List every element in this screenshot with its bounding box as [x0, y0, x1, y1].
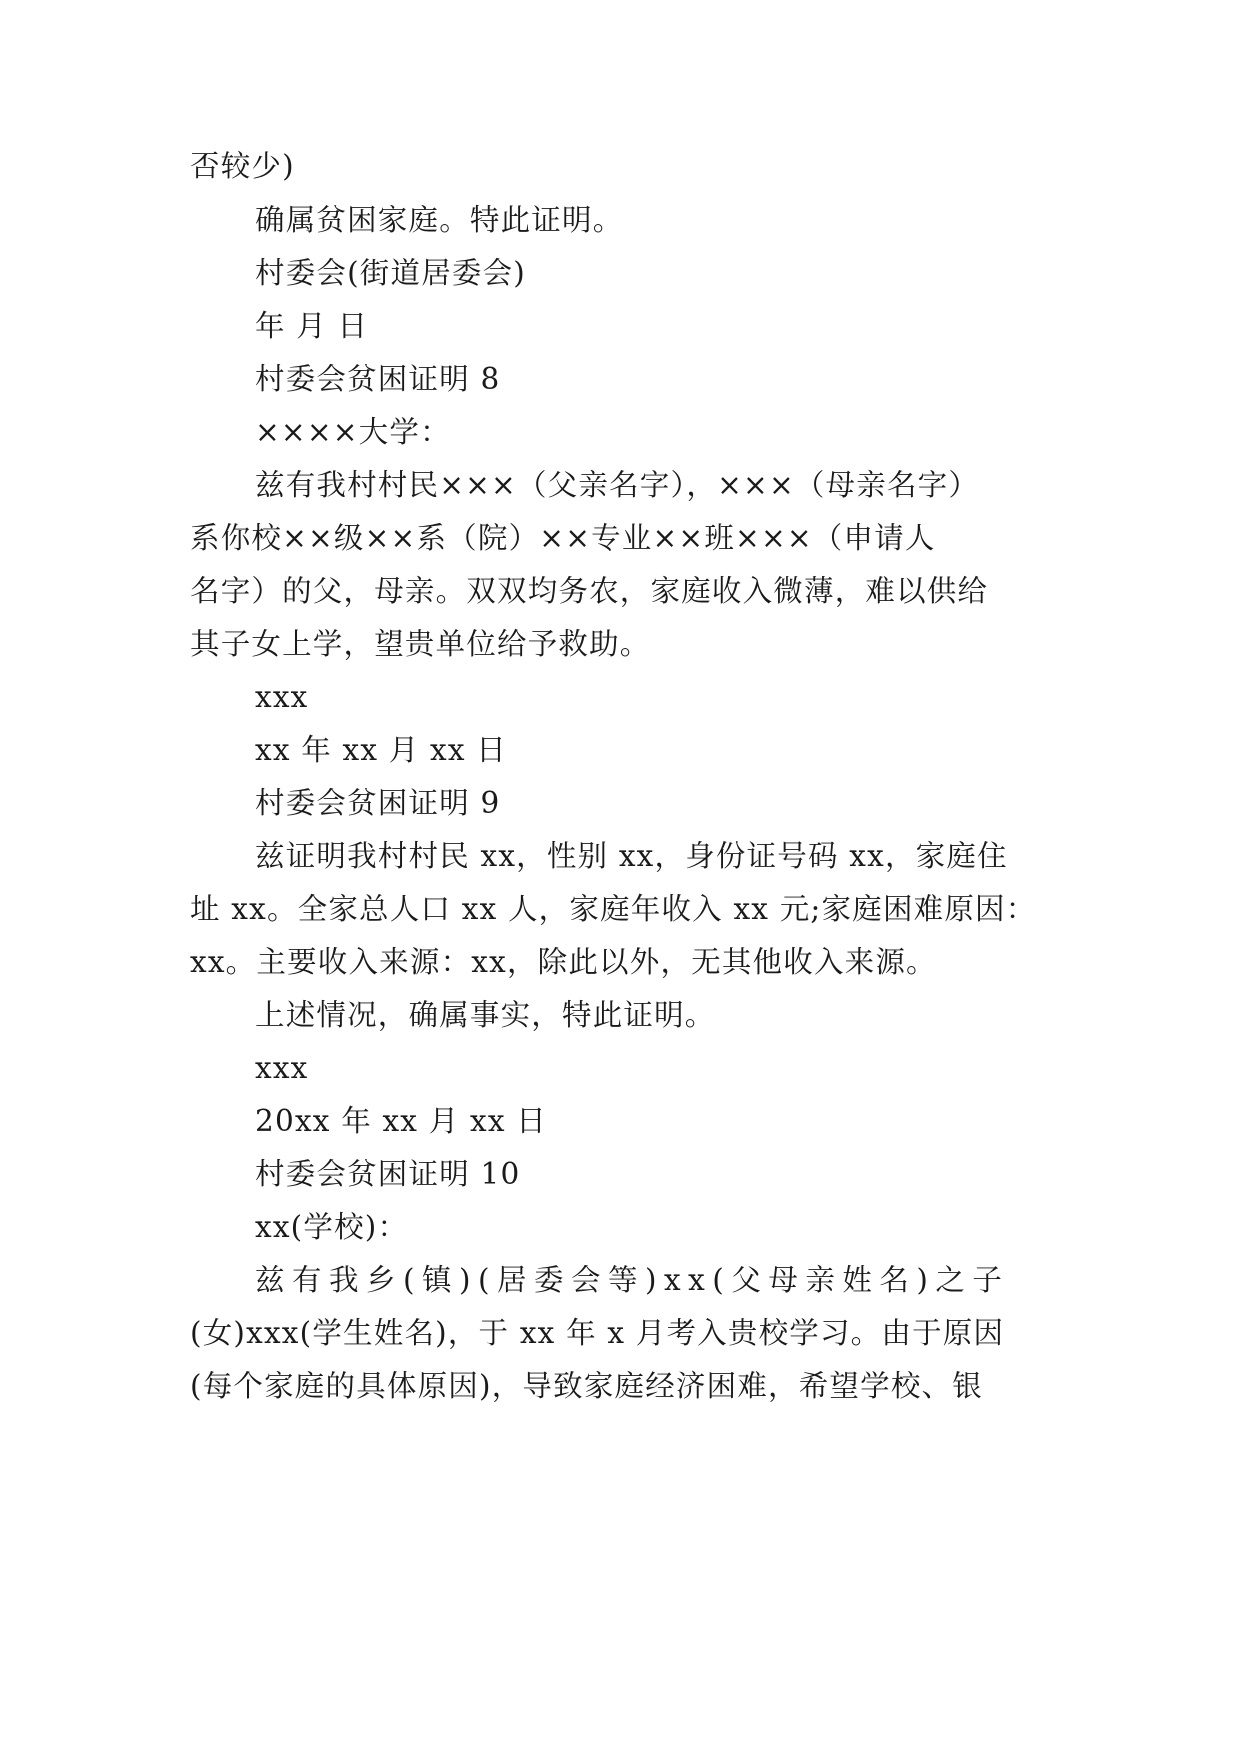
text-line: (女)xxx(学生姓名)，于 xx 年 x 月考入贵校学习。由于原因	[190, 1316, 1005, 1350]
text-line: 兹证明我村村民 xx，性别 xx，身份证号码 xx，家庭住	[255, 839, 1008, 873]
text-line: 址 xx。全家总人口 xx 人，家庭年收入 xx 元;家庭困难原因：	[190, 892, 1037, 926]
text-line: 其子女上学，望贵单位给予救助。	[190, 627, 651, 661]
text-line: 年 月 日	[255, 309, 369, 343]
text-line: xx。主要收入来源：xx，除此以外，无其他收入来源。	[190, 945, 937, 979]
text-line: xxx	[255, 680, 309, 714]
text-line: 系你校××级××系（院）××专业××班×××（申请人	[190, 521, 936, 555]
text-line: ××××大学：	[255, 415, 451, 449]
text-line: xx 年 xx 月 xx 日	[255, 733, 508, 767]
text-line: 确属贫困家庭。特此证明。	[255, 203, 624, 237]
text-line: 名字）的父，母亲。双双均务农，家庭收入微薄，难以供给	[190, 574, 989, 608]
section-heading: 村委会贫困证明 9	[255, 786, 501, 820]
text-line: 村委会(街道居委会)	[255, 256, 527, 290]
text-line: 上述情况，确属事实，特此证明。	[255, 998, 716, 1032]
text-line: 否较少)	[190, 149, 295, 183]
text-line: 20xx 年 xx 月 xx 日	[255, 1104, 547, 1138]
text-line: xxx	[255, 1051, 309, 1085]
text-line: 兹有我村村民×××（父亲名字），×××（母亲名字）	[255, 468, 980, 502]
section-heading: 村委会贫困证明 8	[255, 362, 501, 396]
text-line: xx(学校)：	[255, 1210, 409, 1244]
text-line: (每个家庭的具体原因)，导致家庭经济困难，希望学校、银	[190, 1369, 983, 1403]
section-heading: 村委会贫困证明 10	[255, 1157, 521, 1191]
text-line: 兹有我乡(镇)(居委会等)xx(父母亲姓名)之子	[255, 1263, 1010, 1297]
